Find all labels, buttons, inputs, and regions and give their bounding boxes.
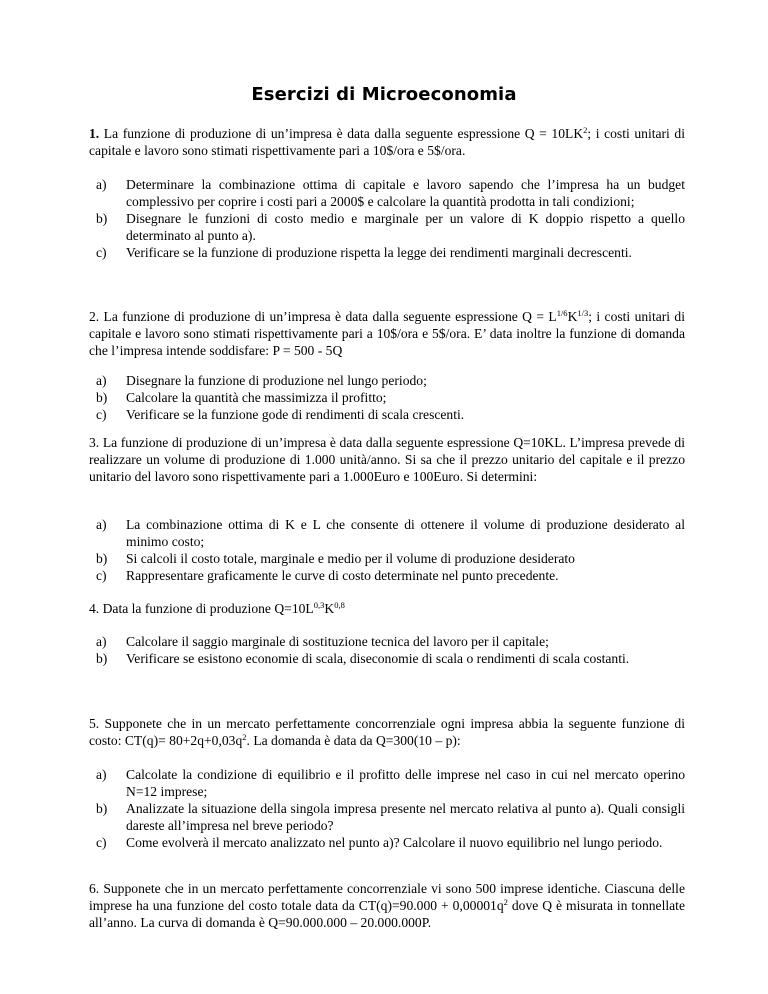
exercise-5-text: 5. Supponete che in un mercato perfettamente concorrenziale ogni impresa abbia la seguente funzione di costo: $CT(q)= 80+2q+0,03q^2$. La domanda è data da Q=300(10 – p): [89, 716, 685, 748]
exercise-1-number: 1. [89, 126, 100, 141]
list-item: a) Calcolate la condizione di equilibrio e il profitto delle imprese nel caso in cui nel mercato operino N=12 imprese; [96, 767, 685, 799]
list-item: b) Disegnare le funzioni di costo medio e marginale per un valore di K doppio rispetto a quello determinato al punto a). [96, 211, 685, 243]
exercise-1-list [96, 176, 685, 261]
list-item: a) Disegnare la funzione di produzione nel lungo periodo; [96, 373, 427, 388]
list-item: a) La combinazione ottima di K e L che consente di ottenere il volume di produzione desiderato al minimo costo; [96, 517, 685, 549]
exercise-2-text: 2. La funzione di produzione di un’impresa è data dalla seguente espressione $Q = L^{1/6}K^{1/3}$; i costi unitari di capitale e lavoro sono stimati rispettivamente pari a 10$/ora e 5$/ora. E’ data inoltre la funzione di domanda che l’impresa intende soddisfare: P = 500 - 5Q [89, 308, 685, 358]
exercise-3-text: 3. La funzione di produzione di un’impresa è data dalla seguente espressione Q=10KL. L’impresa prevede di realizzare un volume di produzione di 1.000 unità/anno. Si sa che il prezzo unitario del capitale e il prezzo unitario del lavoro sono rispettivamente pari a 1.000Euro e 100Euro. Si determini: [89, 435, 685, 484]
list-item: c) Verificare se la funzione gode di rendimenti di scala crescenti. [96, 407, 465, 422]
list-item: b) Analizzate la situazione della singola impresa presente nel mercato relativa al punto a). Quali consigli dareste all’impresa nel breve periodo? [96, 801, 685, 833]
list-item: c) Come evolverà il mercato analizzato nel punto a)? Calcolare il nuovo equilibrio nel lungo periodo. [96, 835, 663, 850]
list-item: b) Si calcoli il costo totale, marginale e medio per il volume di produzione desiderato [96, 551, 575, 566]
exercise-2-list [96, 372, 685, 423]
list-item: b) Calcolare la quantità che massimizza il profitto; [96, 390, 387, 405]
exercise-4-text: 4. Data la funzione di produzione $Q=10L^{0,3}K^{0,8}$ [89, 600, 345, 616]
document-title: Esercizi di Microeconomia [251, 84, 517, 105]
exercise-6-text: 6. Supponete che in un mercato perfettamente concorrenziale vi sono 500 imprese identiche. Ciascuna delle imprese ha una funzione del costo totale data da $CT(q)=90.000 + 0,00001q^2$ dove Q è misurata in tonnellate all’anno. La curva di domanda è Q=90.000.000 – 20.000.000P. [89, 881, 685, 930]
exercise-4-list [96, 633, 685, 667]
list-item: b) Verificare se esistono economie di scala, diseconomie di scala o rendimenti di scala costanti. [96, 651, 630, 666]
list-item: c) Verificare se la funzione di produzione rispetta la legge dei rendimenti marginali decrescenti. [96, 245, 632, 260]
exercise-1-text: 1. La funzione di produzione di un’impresa è data dalla seguente espressione $Q = 10LK^2$; i costi unitari di capitale e lavoro sono stimati rispettivamente pari a 10$/ora e 5$/ora. [89, 125, 685, 158]
list-item: a) Calcolare il saggio marginale di sostituzione tecnica del lavoro per il capitale; [96, 634, 549, 649]
list-item: c) Rappresentare graficamente le curve di costo determinate nel punto precedente. [96, 568, 559, 583]
list-item: a) Determinare la combinazione ottima di capitale e lavoro sapendo che l’impresa ha un budget complessivo per coprire i costi pari a 2000$ e calcolare la quantità prodotta in tali condizioni; [96, 177, 685, 209]
exercise-5-list [96, 766, 685, 851]
exercise-3-list [96, 516, 685, 584]
